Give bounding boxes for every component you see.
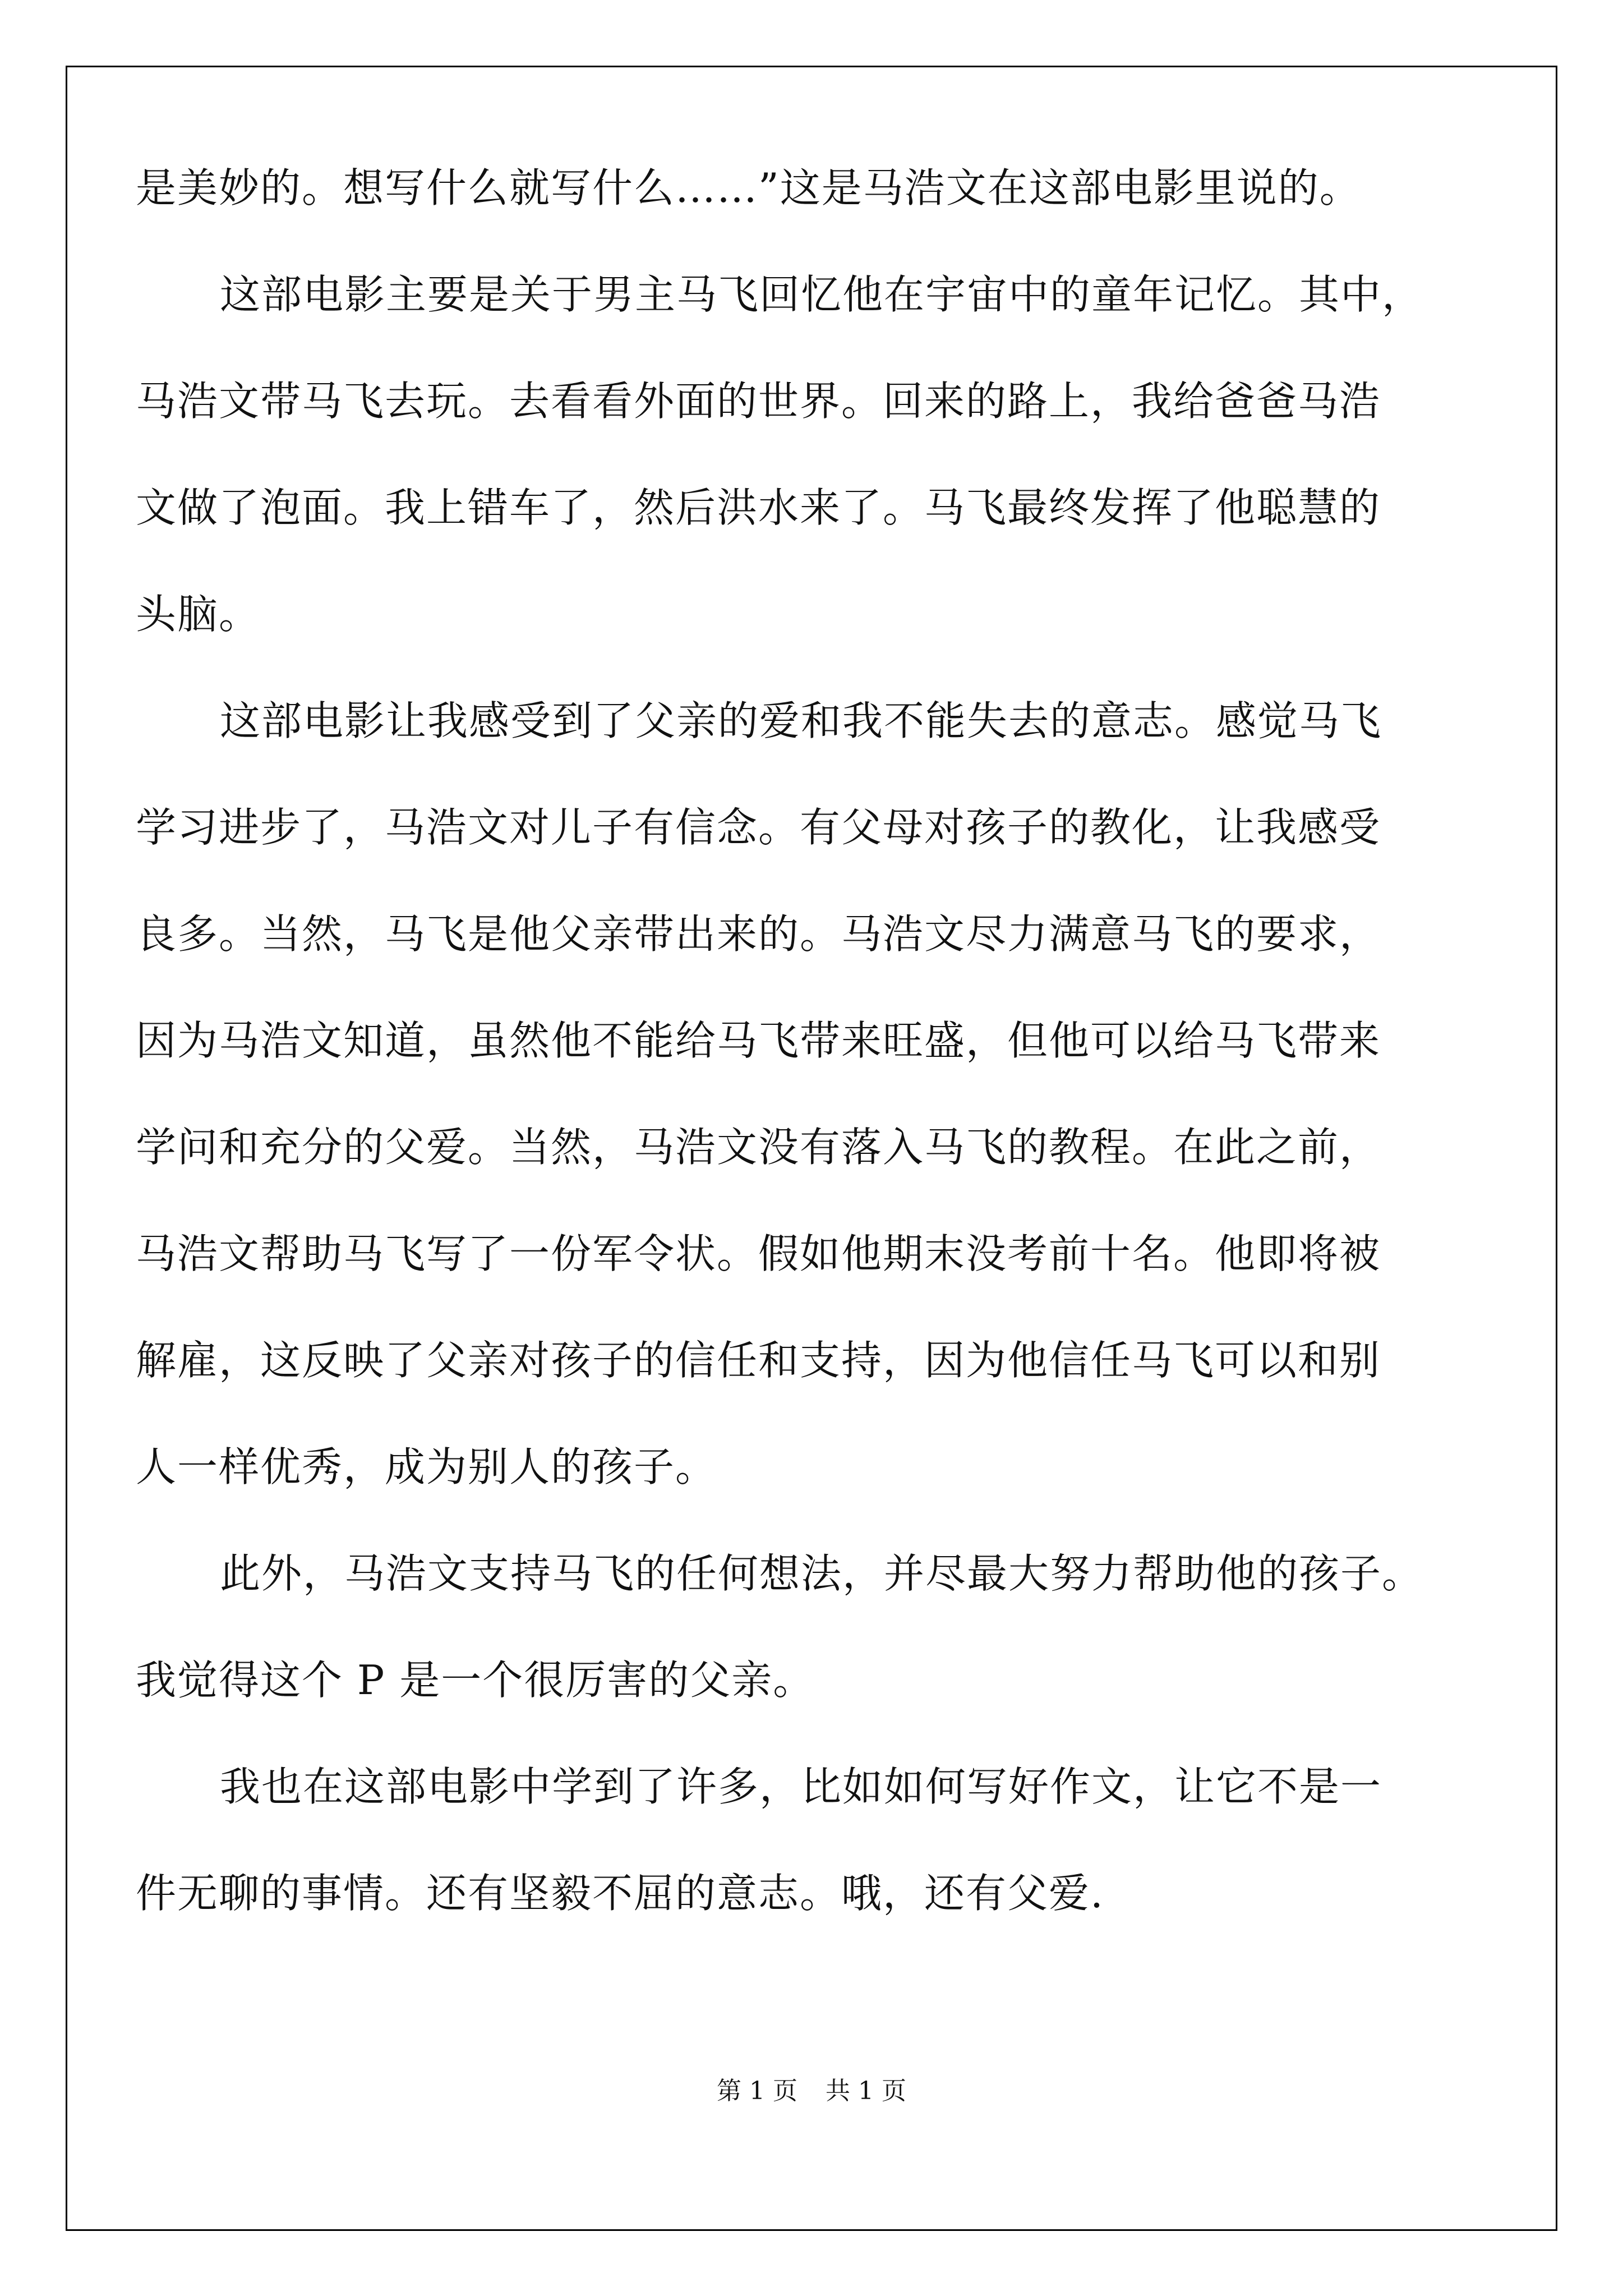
text-line: 是美妙的。想写什么就写什么……”这是马浩文在这部电影里说的。 — [136, 164, 1361, 211]
text-line: 马浩文带马飞去玩。去看看外面的世界。回来的路上，我给爸爸马浩 — [136, 378, 1381, 425]
text-line: 件无聊的事情。还有坚毅不屈的意志。哦，还有父爱. — [136, 1870, 1104, 1917]
text-line: 文做了泡面。我上错车了，然后洪水来了。马飞最终发挥了他聪慧的 — [136, 484, 1381, 531]
text-line: 学问和充分的父爱。当然，马浩文没有落入马飞的教程。在此之前， — [136, 1124, 1381, 1171]
paragraph-start-line: 这部电影主要是关于男主马飞回忆他在宇宙中的童年记忆。其中， — [220, 271, 1424, 318]
total-pages: 共 1 页 — [826, 2077, 906, 2105]
text-line: 马浩文帮助马飞写了一份军令状。假如他期末没考前十名。他即将被 — [136, 1230, 1381, 1277]
text-line: 解雇，这反映了父亲对孩子的信任和支持，因为他信任马飞可以和别 — [136, 1337, 1381, 1384]
page-number: 第 1 页 — [717, 2077, 797, 2105]
page-footer — [0, 2076, 1623, 2107]
text-line: 我觉得这个 P 是一个很厉害的父亲。 — [136, 1657, 815, 1704]
paragraph-start-line: 这部电影让我感受到了父亲的爱和我不能失去的意志。感觉马飞 — [220, 697, 1382, 744]
paragraph-start-line: 此外，马浩文支持马飞的任何想法，并尽最大努力帮助他的孩子。 — [220, 1550, 1424, 1597]
text-line: 人一样优秀，成为别人的孩子。 — [136, 1443, 717, 1490]
text-line: 头脑。 — [136, 591, 261, 638]
text-line: 良多。当然，马飞是他父亲带出来的。马浩文尽力满意马飞的要求， — [136, 910, 1381, 958]
paragraph-start-line: 我也在这部电影中学到了许多，比如如何写好作文，让它不是一 — [220, 1763, 1382, 1810]
text-line: 因为马浩文知道，虽然他不能给马飞带来旺盛，但他可以给马飞带来 — [136, 1017, 1381, 1064]
text-line: 学习进步了，马浩文对儿子有信念。有父母对孩子的教化，让我感受 — [136, 804, 1381, 851]
